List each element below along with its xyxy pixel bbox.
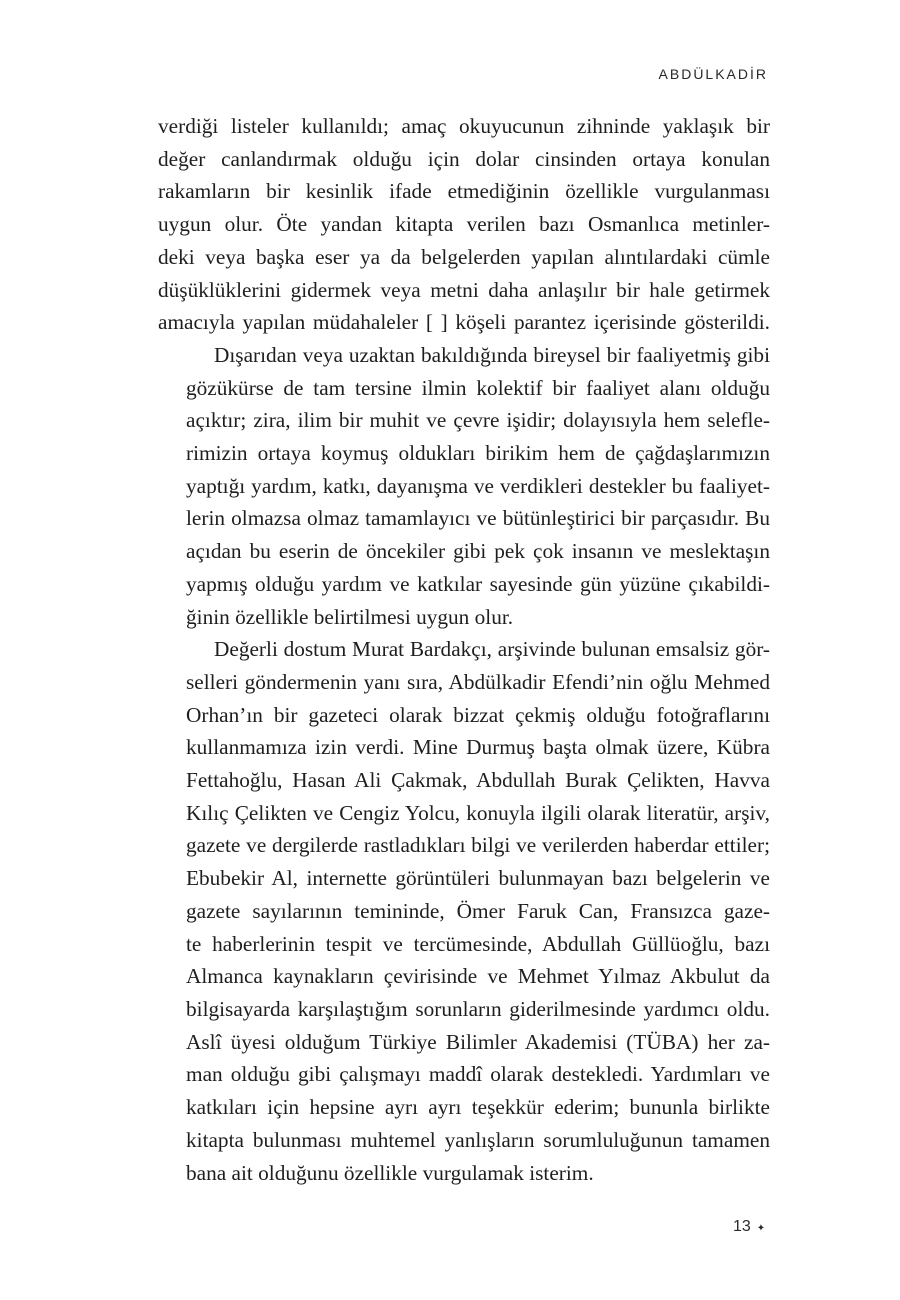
text-line: Almanca kaynakların çevirisinde ve Mehmet Yılmaz Akbulut da [186, 964, 770, 989]
text-line: yaptığı yardım, katkı, dayanışma ve verdikleri destekler bu faaliyet- [186, 473, 770, 498]
paragraph-3 [158, 633, 770, 1189]
text-line: bana ait olduğunu özellikle vurgulamak isterim. [186, 1160, 594, 1185]
text-line: te haberlerinin tespit ve tercümesinde, Abdullah Güllüoğlu, bazı [186, 931, 770, 956]
text-line: yapmış olduğu yardım ve katkılar sayesinde gün yüzüne çıkabildi- [186, 571, 770, 596]
text-line: açıktır; zira, ilim bir muhit ve çevre işidir; dolayısıyla hem selefle- [186, 408, 770, 433]
page-folio [733, 1218, 765, 1236]
paragraph-1 [158, 110, 770, 339]
body-text [158, 110, 770, 1189]
text-line: deki veya başka eser ya da belgelerden yapılan alıntılardaki cümle [158, 244, 770, 269]
text-line: Ebubekir Al, internette görüntüleri bulunmayan bazı belgelerin ve [186, 866, 770, 891]
text-line: açıdan bu eserin de öncekiler gibi pek çok insanın ve meslektaşın [186, 539, 770, 564]
text-line: Değerli dostum Murat Bardakçı, arşivinde bulunan emsalsiz gör- [214, 637, 770, 662]
text-line: Dışarıdan veya uzaktan bakıldığında bireysel bir faaliyetmiş gibi [214, 342, 770, 367]
text-line: değer canlandırmak olduğu için dolar cinsinden ortaya konulan [158, 146, 770, 171]
text-line: bilgisayarda karşılaştığım sorunların giderilmesinde yardımcı oldu. [186, 996, 770, 1021]
text-line: amacıyla yapılan müdahaleler [ ] köşeli parantez içerisinde gösterildi. [158, 310, 770, 335]
text-line: Fettahoğlu, Hasan Ali Çakmak, Abdullah Burak Çelikten, Havva [186, 768, 770, 793]
text-line: rimizin ortaya koymuş oldukları birikim hem de çağdaşlarımızın [186, 441, 770, 466]
text-line: ğinin özellikle belirtilmesi uygun olur. [186, 604, 514, 629]
text-line: kitapta bulunması muhtemel yanlışların sorumluluğunun tamamen [186, 1127, 770, 1152]
text-line: man olduğu gibi çalışmayı maddî olarak destekledi. Yardımları ve [186, 1062, 770, 1087]
text-line: rakamların bir kesinlik ifade etmediğinin özellikle vurgulanması [158, 179, 770, 204]
text-line: gazete ve dergilerde rastladıkları bilgi ve verilerden haberdar ettiler; [186, 833, 770, 858]
page-number: 13 [733, 1218, 751, 1235]
text-line: uygun olur. Öte yandan kitapta verilen bazı Osmanlıca metinler- [158, 212, 770, 237]
text-line: düşüklüklerini gidermek veya metni daha anlaşılır bir hale getirmek [158, 277, 770, 302]
paragraph-2 [158, 339, 770, 633]
running-head: ABDÜLKADİR [658, 66, 768, 82]
text-line: gazete sayılarının temininde, Ömer Faruk Can, Fransızca gaze- [186, 898, 770, 923]
text-line: gözükürse de tam tersine ilmin kolektif bir faaliyet alanı olduğu [186, 375, 770, 400]
text-line: verdiği listeler kullanıldı; amaç okuyucunun zihninde yaklaşık bir [158, 114, 770, 138]
text-line: selleri göndermenin yanı sıra, Abdülkadir Efendi’nin oğlu Mehmed [186, 669, 770, 694]
text-line: Aslî üyesi olduğum Türkiye Bilimler Akademisi (TÜBA) her za- [186, 1029, 770, 1054]
text-line: kullanmamıza izin verdi. Mine Durmuş başta olmak üzere, Kübra [186, 735, 770, 760]
text-line: Orhan’ın bir gazeteci olarak bizzat çekmiş olduğu fotoğraflarını [186, 702, 770, 727]
folio-ornament-icon: ✦ [756, 1223, 766, 1234]
text-line: katkıları için hepsine ayrı ayrı teşekkür ederim; bununla birlikte [186, 1095, 770, 1120]
text-line: Kılıç Çelikten ve Cengiz Yolcu, konuyla ilgili olarak literatür, arşiv, [186, 800, 770, 825]
text-line: lerin olmazsa olmaz tamamlayıcı ve bütünleştirici bir parçasıdır. Bu [186, 506, 770, 531]
